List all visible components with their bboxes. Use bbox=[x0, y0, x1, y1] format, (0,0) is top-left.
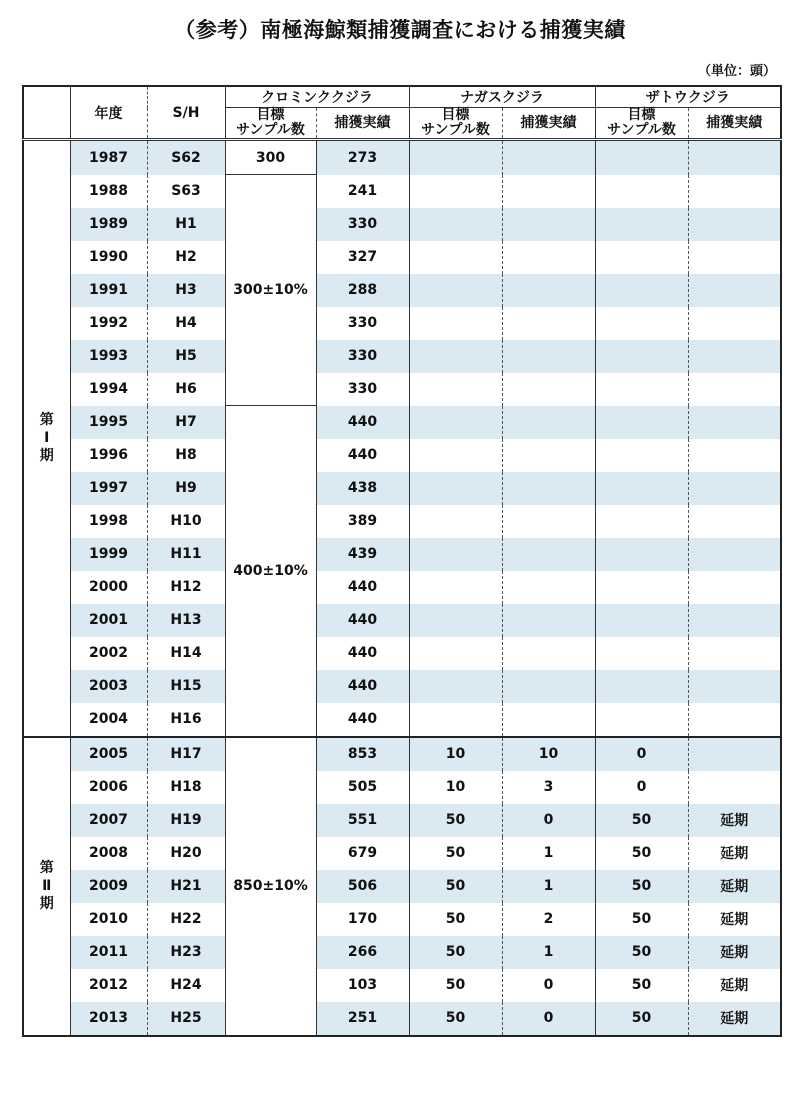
year-cell: 1995 bbox=[70, 406, 147, 439]
minke-actual-cell: 330 bbox=[316, 340, 409, 373]
year-cell: 1987 bbox=[70, 140, 147, 175]
humpback-target-cell: 50 bbox=[595, 936, 688, 969]
minke-actual-cell: 440 bbox=[316, 406, 409, 439]
year-cell: 1997 bbox=[70, 472, 147, 505]
fin-actual-cell bbox=[502, 505, 595, 538]
fin-actual-cell bbox=[502, 175, 595, 208]
year-cell: 1992 bbox=[70, 307, 147, 340]
minke-actual-cell: 389 bbox=[316, 505, 409, 538]
table-row bbox=[23, 340, 781, 373]
humpback-actual-cell: 延期 bbox=[688, 870, 781, 903]
fin-target-cell: 50 bbox=[409, 936, 502, 969]
humpback-target-cell bbox=[595, 373, 688, 406]
target-label-line1: 目標 bbox=[441, 107, 470, 123]
fin-target-cell bbox=[409, 703, 502, 737]
humpback-actual-cell: 延期 bbox=[688, 804, 781, 837]
sh-cell: H23 bbox=[147, 936, 225, 969]
humpback-actual-cell bbox=[688, 571, 781, 604]
fin-target-cell bbox=[409, 340, 502, 373]
humpback-target-cell bbox=[595, 472, 688, 505]
table-row bbox=[23, 604, 781, 637]
catch-results-table bbox=[22, 85, 782, 1037]
fin-target-cell: 50 bbox=[409, 804, 502, 837]
year-cell: 1993 bbox=[70, 340, 147, 373]
humpback-target-cell: 50 bbox=[595, 837, 688, 870]
minke-actual-cell: 327 bbox=[316, 241, 409, 274]
humpback-actual-cell bbox=[688, 307, 781, 340]
fin-actual-cell: 0 bbox=[502, 969, 595, 1002]
humpback-target-cell: 50 bbox=[595, 903, 688, 936]
year-cell: 1996 bbox=[70, 439, 147, 472]
table-row bbox=[23, 439, 781, 472]
fin-target-cell: 50 bbox=[409, 903, 502, 936]
sh-cell: H15 bbox=[147, 670, 225, 703]
sh-cell: H16 bbox=[147, 703, 225, 737]
year-cell: 2007 bbox=[70, 804, 147, 837]
minke-actual-cell: 288 bbox=[316, 274, 409, 307]
minke-target-header bbox=[225, 108, 316, 140]
year-cell: 2012 bbox=[70, 969, 147, 1002]
year-cell: 2003 bbox=[70, 670, 147, 703]
phase-label-char: 期 bbox=[39, 448, 54, 465]
phase-label-char: 期 bbox=[39, 896, 54, 912]
humpback-actual-cell: 延期 bbox=[688, 969, 781, 1002]
sh-cell: H17 bbox=[147, 737, 225, 771]
fin-actual-cell bbox=[502, 307, 595, 340]
minke-target-cell: 300±10% bbox=[225, 175, 316, 406]
humpback-target-header bbox=[595, 108, 688, 140]
year-cell: 1990 bbox=[70, 241, 147, 274]
minke-actual-cell: 440 bbox=[316, 703, 409, 737]
minke-actual-cell: 273 bbox=[316, 140, 409, 175]
sh-header: S/H bbox=[147, 86, 225, 140]
humpback-target-cell: 50 bbox=[595, 870, 688, 903]
humpback-target-cell: 50 bbox=[595, 804, 688, 837]
fin-actual-cell bbox=[502, 140, 595, 175]
humpback-actual-cell bbox=[688, 340, 781, 373]
humpback-actual-cell: 延期 bbox=[688, 1002, 781, 1036]
humpback-target-cell: 50 bbox=[595, 1002, 688, 1036]
fin-target-cell bbox=[409, 241, 502, 274]
minke-header: クロミンククジラ bbox=[225, 86, 409, 108]
minke-actual-cell: 438 bbox=[316, 472, 409, 505]
table-row bbox=[23, 936, 781, 969]
fin-target-cell: 10 bbox=[409, 737, 502, 771]
fin-actual-cell: 1 bbox=[502, 936, 595, 969]
table-row bbox=[23, 571, 781, 604]
sh-cell: H25 bbox=[147, 1002, 225, 1036]
humpback-actual-cell bbox=[688, 670, 781, 703]
fin-actual-cell: 0 bbox=[502, 804, 595, 837]
sh-cell: H2 bbox=[147, 241, 225, 274]
fin-target-cell: 50 bbox=[409, 969, 502, 1002]
fin-actual-cell bbox=[502, 406, 595, 439]
minke-actual-cell: 551 bbox=[316, 804, 409, 837]
humpback-actual-cell bbox=[688, 241, 781, 274]
sh-cell: H13 bbox=[147, 604, 225, 637]
year-cell: 1994 bbox=[70, 373, 147, 406]
fin-actual-cell: 0 bbox=[502, 1002, 595, 1036]
sh-cell: H1 bbox=[147, 208, 225, 241]
humpback-target-cell bbox=[595, 703, 688, 737]
fin-actual-cell bbox=[502, 670, 595, 703]
humpback-actual-cell bbox=[688, 140, 781, 175]
minke-actual-cell: 440 bbox=[316, 670, 409, 703]
minke-actual-cell: 440 bbox=[316, 637, 409, 670]
humpback-actual-cell bbox=[688, 406, 781, 439]
year-cell: 1999 bbox=[70, 538, 147, 571]
fin-target-cell bbox=[409, 472, 502, 505]
fin-header: ナガスクジラ bbox=[409, 86, 595, 108]
table-row bbox=[23, 140, 781, 175]
humpback-actual-cell bbox=[688, 604, 781, 637]
humpback-actual-header: 捕獲実績 bbox=[688, 108, 781, 140]
table-row bbox=[23, 505, 781, 538]
fin-target-cell bbox=[409, 307, 502, 340]
minke-actual-cell: 103 bbox=[316, 969, 409, 1002]
sh-cell: H10 bbox=[147, 505, 225, 538]
minke-actual-cell: 679 bbox=[316, 837, 409, 870]
humpback-actual-cell: 延期 bbox=[688, 837, 781, 870]
fin-actual-cell bbox=[502, 637, 595, 670]
fin-target-cell bbox=[409, 538, 502, 571]
sh-cell: H18 bbox=[147, 771, 225, 804]
fin-target-cell bbox=[409, 439, 502, 472]
humpback-actual-cell bbox=[688, 505, 781, 538]
sh-cell: S63 bbox=[147, 175, 225, 208]
fin-target-cell bbox=[409, 670, 502, 703]
table-row bbox=[23, 208, 781, 241]
humpback-target-cell bbox=[595, 175, 688, 208]
target-label-line1: 目標 bbox=[627, 107, 656, 123]
table-row bbox=[23, 274, 781, 307]
table-row bbox=[23, 737, 781, 771]
year-cell: 2006 bbox=[70, 771, 147, 804]
minke-actual-cell: 170 bbox=[316, 903, 409, 936]
sh-cell: H7 bbox=[147, 406, 225, 439]
target-label-line2: サンプル数 bbox=[236, 122, 305, 138]
fin-actual-header: 捕獲実績 bbox=[502, 108, 595, 140]
humpback-target-cell: 0 bbox=[595, 737, 688, 771]
humpback-actual-cell: 延期 bbox=[688, 903, 781, 936]
phase-label-char: Ⅱ bbox=[42, 878, 52, 894]
humpback-target-cell bbox=[595, 604, 688, 637]
sh-cell: H20 bbox=[147, 837, 225, 870]
humpback-target-cell bbox=[595, 571, 688, 604]
humpback-target-cell bbox=[595, 140, 688, 175]
fin-actual-cell bbox=[502, 340, 595, 373]
humpback-target-cell bbox=[595, 670, 688, 703]
year-cell: 1989 bbox=[70, 208, 147, 241]
table-row bbox=[23, 837, 781, 870]
minke-actual-cell: 505 bbox=[316, 771, 409, 804]
page-title: （参考）南極海鯨類捕獲調査における捕獲実績 bbox=[174, 18, 626, 42]
minke-actual-cell: 439 bbox=[316, 538, 409, 571]
minke-actual-cell: 440 bbox=[316, 439, 409, 472]
sh-cell: H5 bbox=[147, 340, 225, 373]
sh-cell: H12 bbox=[147, 571, 225, 604]
year-cell: 2011 bbox=[70, 936, 147, 969]
humpback-target-cell bbox=[595, 538, 688, 571]
unit-label: （単位：頭） bbox=[697, 64, 776, 79]
fin-target-cell bbox=[409, 406, 502, 439]
minke-actual-header: 捕獲実績 bbox=[316, 108, 409, 140]
sh-cell: H9 bbox=[147, 472, 225, 505]
year-cell: 2000 bbox=[70, 571, 147, 604]
sh-cell: H14 bbox=[147, 637, 225, 670]
target-label-line2: サンプル数 bbox=[421, 122, 490, 138]
table-row bbox=[23, 472, 781, 505]
year-cell: 2002 bbox=[70, 637, 147, 670]
humpback-target-cell bbox=[595, 307, 688, 340]
humpback-target-cell: 50 bbox=[595, 969, 688, 1002]
humpback-target-cell bbox=[595, 208, 688, 241]
humpback-actual-cell bbox=[688, 373, 781, 406]
fin-target-cell bbox=[409, 637, 502, 670]
humpback-target-cell bbox=[595, 340, 688, 373]
table-row bbox=[23, 637, 781, 670]
minke-target-cell: 300 bbox=[225, 140, 316, 175]
fin-target-cell bbox=[409, 604, 502, 637]
fin-actual-cell bbox=[502, 604, 595, 637]
phase-header-cell bbox=[23, 86, 70, 140]
fin-actual-cell bbox=[502, 703, 595, 737]
table-row bbox=[23, 406, 781, 439]
table-row bbox=[23, 538, 781, 571]
target-label-line2: サンプル数 bbox=[607, 122, 676, 138]
minke-actual-cell: 241 bbox=[316, 175, 409, 208]
table-body bbox=[23, 140, 781, 1036]
year-cell: 2001 bbox=[70, 604, 147, 637]
humpback-header: ザトウクジラ bbox=[595, 86, 781, 108]
fin-target-cell bbox=[409, 208, 502, 241]
minke-actual-cell: 330 bbox=[316, 208, 409, 241]
sh-cell: H22 bbox=[147, 903, 225, 936]
fin-target-cell: 10 bbox=[409, 771, 502, 804]
minke-actual-cell: 440 bbox=[316, 604, 409, 637]
humpback-target-cell bbox=[595, 274, 688, 307]
table-row bbox=[23, 307, 781, 340]
fin-target-cell: 50 bbox=[409, 870, 502, 903]
sh-cell: H8 bbox=[147, 439, 225, 472]
minke-actual-cell: 266 bbox=[316, 936, 409, 969]
humpback-actual-cell bbox=[688, 274, 781, 307]
fin-actual-cell bbox=[502, 373, 595, 406]
fin-actual-cell bbox=[502, 274, 595, 307]
fin-target-cell bbox=[409, 505, 502, 538]
year-cell: 1988 bbox=[70, 175, 147, 208]
year-cell: 1991 bbox=[70, 274, 147, 307]
sh-cell: H3 bbox=[147, 274, 225, 307]
humpback-actual-cell bbox=[688, 208, 781, 241]
phase-label-char: 第 bbox=[39, 412, 54, 429]
fin-actual-cell bbox=[502, 439, 595, 472]
year-cell: 2009 bbox=[70, 870, 147, 903]
humpback-actual-cell bbox=[688, 703, 781, 737]
year-cell: 2008 bbox=[70, 837, 147, 870]
humpback-actual-cell bbox=[688, 637, 781, 670]
sh-cell: H6 bbox=[147, 373, 225, 406]
humpback-target-cell bbox=[595, 505, 688, 538]
year-cell: 2005 bbox=[70, 737, 147, 771]
fin-actual-cell: 10 bbox=[502, 737, 595, 771]
humpback-target-cell bbox=[595, 439, 688, 472]
year-cell: 2004 bbox=[70, 703, 147, 737]
fin-target-cell: 50 bbox=[409, 837, 502, 870]
table-row bbox=[23, 969, 781, 1002]
minke-actual-cell: 440 bbox=[316, 571, 409, 604]
humpback-actual-cell bbox=[688, 771, 781, 804]
fin-actual-cell: 1 bbox=[502, 870, 595, 903]
fin-actual-cell: 3 bbox=[502, 771, 595, 804]
sh-cell: H19 bbox=[147, 804, 225, 837]
table-row bbox=[23, 903, 781, 936]
year-cell: 2013 bbox=[70, 1002, 147, 1036]
humpback-actual-cell bbox=[688, 737, 781, 771]
sh-cell: S62 bbox=[147, 140, 225, 175]
fin-actual-cell bbox=[502, 472, 595, 505]
humpback-target-cell bbox=[595, 637, 688, 670]
fin-target-cell bbox=[409, 175, 502, 208]
fin-target-cell bbox=[409, 373, 502, 406]
humpback-actual-cell: 延期 bbox=[688, 936, 781, 969]
phase-1-label bbox=[23, 140, 70, 737]
phase-2-label bbox=[23, 737, 70, 1036]
table-row bbox=[23, 175, 781, 208]
minke-actual-cell: 853 bbox=[316, 737, 409, 771]
sh-cell: H11 bbox=[147, 538, 225, 571]
phase-label-char: 第 bbox=[39, 860, 54, 876]
sh-cell: H21 bbox=[147, 870, 225, 903]
year-header: 年度 bbox=[70, 86, 147, 140]
year-cell: 2010 bbox=[70, 903, 147, 936]
table-row bbox=[23, 1002, 781, 1036]
humpback-actual-cell bbox=[688, 175, 781, 208]
humpback-target-cell bbox=[595, 241, 688, 274]
table-row bbox=[23, 241, 781, 274]
table-row bbox=[23, 373, 781, 406]
fin-actual-cell bbox=[502, 208, 595, 241]
minke-actual-cell: 330 bbox=[316, 307, 409, 340]
table-row bbox=[23, 703, 781, 737]
fin-actual-cell bbox=[502, 241, 595, 274]
minke-target-cell: 850±10% bbox=[225, 737, 316, 1036]
year-cell: 1998 bbox=[70, 505, 147, 538]
target-label-line1: 目標 bbox=[256, 107, 285, 123]
minke-actual-cell: 251 bbox=[316, 1002, 409, 1036]
humpback-actual-cell bbox=[688, 538, 781, 571]
fin-target-cell bbox=[409, 140, 502, 175]
minke-actual-cell: 330 bbox=[316, 373, 409, 406]
humpback-target-cell bbox=[595, 406, 688, 439]
fin-actual-cell: 1 bbox=[502, 837, 595, 870]
fin-target-header bbox=[409, 108, 502, 140]
fin-target-cell bbox=[409, 274, 502, 307]
phase-label-char: Ⅰ bbox=[44, 430, 50, 447]
table-row bbox=[23, 771, 781, 804]
sh-cell: H24 bbox=[147, 969, 225, 1002]
fin-actual-cell bbox=[502, 538, 595, 571]
table-row bbox=[23, 670, 781, 703]
fin-actual-cell: 2 bbox=[502, 903, 595, 936]
humpback-actual-cell bbox=[688, 439, 781, 472]
minke-actual-cell: 506 bbox=[316, 870, 409, 903]
minke-target-cell: 400±10% bbox=[225, 406, 316, 737]
fin-actual-cell bbox=[502, 571, 595, 604]
fin-target-cell: 50 bbox=[409, 1002, 502, 1036]
humpback-target-cell: 0 bbox=[595, 771, 688, 804]
sh-cell: H4 bbox=[147, 307, 225, 340]
fin-target-cell bbox=[409, 571, 502, 604]
humpback-actual-cell bbox=[688, 472, 781, 505]
table-row bbox=[23, 804, 781, 837]
table-row bbox=[23, 870, 781, 903]
